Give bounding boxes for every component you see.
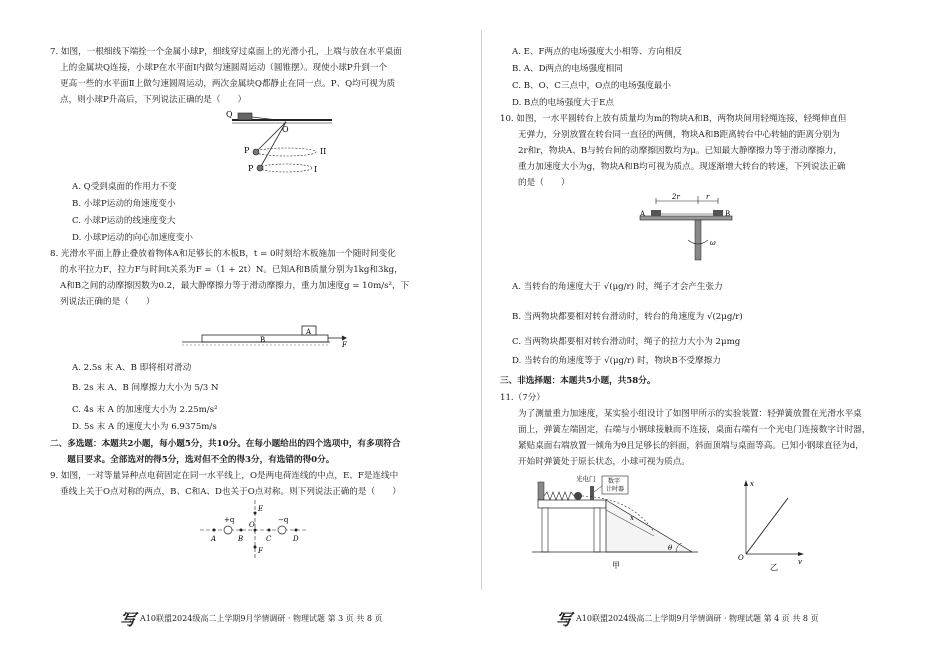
q11-line-4: 开始时弹簧处于原长状态，小球可视为质点。 (518, 457, 690, 467)
label-plus-q: +q (224, 516, 235, 524)
label-axis-v: v (798, 558, 802, 566)
label-e: E (258, 505, 264, 513)
ball-p-lower (257, 165, 263, 171)
label-d: D (293, 535, 299, 543)
q8-line-4: 列说法正确的是（ ） (60, 297, 155, 307)
label-jia: 甲 (612, 561, 620, 570)
section-3-title: 三、非选择题：本题共5小题，共58分。 (500, 376, 656, 386)
q9-figure (200, 500, 310, 564)
label-o: O (282, 125, 289, 134)
label-timer-2: 计时器 (606, 486, 625, 493)
q11-figure-jia (532, 470, 702, 572)
label-photogate: 光电门 (576, 475, 596, 483)
q7-option-c: C. 小球P运动的线速度变大 (72, 216, 176, 226)
q7-option-d: D. 小球P运动的向心加速度变小 (72, 233, 193, 243)
q10-option-c: C. 当两物块都要相对转台滑动时，绳子的拉力大小为 2μmg (512, 337, 741, 347)
photogate (590, 486, 594, 500)
label-a: A (211, 535, 217, 543)
label-axis-o: O (738, 554, 744, 562)
label-a: A (640, 210, 646, 218)
ball-p-upper (253, 149, 259, 155)
q7-option-a: A. Q受到桌面的作用力不变 (72, 182, 177, 192)
q11-title: 11.（7分） (500, 393, 545, 403)
label-p-upper: P (244, 146, 250, 155)
label-r: r (706, 193, 710, 201)
label-plane-2: II (320, 147, 327, 156)
label-2r: 2r (672, 193, 680, 201)
q8-option-c: C. 4s 末 A 的加速度大小为 2.25m/s² (72, 405, 218, 415)
section-2-line-1: 二、多选题：本题共2小题，每小题5分，共10分。在每小题给出的四个选项中，有多项符合 (50, 439, 401, 449)
turntable (640, 216, 732, 220)
q10-line-5: 的是（ ） (518, 178, 570, 188)
label-q: Q (226, 110, 233, 119)
negative-charge (278, 526, 286, 534)
label-x: x (630, 514, 634, 522)
q10-line-3: 2r和r，物块A、B与转台间的动摩擦因数均为μ。已知最大静摩擦力等于滑动摩擦力， (518, 146, 842, 156)
q8-figure (180, 320, 350, 352)
q8-option-b: B. 2s 末 A、B 间摩擦力大小为 5/3 N (72, 383, 219, 393)
label-f: F (258, 547, 263, 555)
q8-line-1: 8. 光滑水平面上静止叠放着物体A和足够长的木板B，t = 0时刻给木板施加一个随时间变化 (50, 249, 396, 259)
steel-ball (574, 492, 582, 500)
footer-page-3 (120, 607, 383, 630)
label-b: B (260, 336, 266, 344)
q7-figure (220, 108, 340, 182)
label-p-lower: P (248, 164, 254, 173)
q9-line-1: 9. 如图，一对等量异种点电荷固定在同一水平线上，O是两电荷连线的中点，E、F是连线中 (50, 471, 399, 481)
page-divider (481, 30, 482, 590)
label-axis-x: x (750, 480, 754, 488)
q8-option-d: D. 5s 末 A 的速度大小为 6.9375m/s (72, 422, 217, 432)
block-a (651, 210, 661, 216)
q7-line-2: 上的金属块Q连接，小球P在水平面Ⅰ内做匀速圆周运动（圆锥摆）。现使小球P升到一个 (60, 63, 388, 73)
q7-line-3: 更高一些的水平面Ⅱ上做匀速圆周运动，两次金属块Q都静止在同一点。P、Q均可视为质 (60, 79, 396, 89)
q10-line-4: 重力加速度大小为g，物块A和B均可视为质点。现逐渐增大转台的转速，下列说法正确 (518, 162, 846, 172)
q8-line-3: A和B之间的动摩擦因数为0.2，最大静摩擦力等于滑动摩擦力，重力加速度g = 10m/s²，下 (60, 281, 410, 291)
q10-option-b: B. 当两物块都要相对转台滑动时，转台的角速度为 √(2μg/r) (512, 312, 743, 322)
q7-line-1: 7. 如图，一根细线下端拴一个金属小球P，细线穿过桌面上的光滑小孔，上端与放在水平桌面 (50, 47, 402, 57)
footer-page-4 (556, 607, 819, 630)
q9-option-b: B. A、D两点的电场强度相同 (512, 64, 623, 74)
q9-option-c: C. B、O、C三点中，O点的电场强度最小 (512, 81, 672, 91)
q11-line-3: 紧贴桌面右端放置一倾角为θ且足够长的斜面，斜面顶端与桌面等高。已知小钢球直径为d， (518, 441, 864, 451)
q7-option-b: B. 小球P运动的角速度变小 (72, 199, 176, 209)
spring (544, 492, 574, 500)
footer-text: A10联盟2024级高二上学期9月学情调研 · 物理试题 第 3 页 共 8 页 (140, 614, 383, 623)
label-plane-1: I (314, 165, 318, 174)
graph-line (746, 498, 788, 554)
q7-line-4: 点，则小球P升高后，下列说法正确的是（ ） (60, 95, 247, 105)
q10-line-1: 10. 如图，一水平圆转台上放有质量均为m的物块A和B，两物块间用轻绳连接，轻绳伸直但 (500, 114, 847, 124)
footer-text: A10联盟2024级高二上学期9月学情调研 · 物理试题 第 4 页 共 8 页 (576, 614, 819, 623)
label-theta: θ (668, 544, 673, 552)
q10-option-d: D. 当转台的角速度等于 √(μg/r) 时，物块B不受摩擦力 (512, 356, 721, 366)
q10-line-2: 无弹力，分别放置在转台同一直径的两侧，物块A和B距离转台中心转轴的距离分别为 (518, 130, 840, 140)
rotation-shaft (695, 220, 701, 260)
q10-figure (636, 190, 736, 270)
q8-line-2: 的水平拉力F，拉力F与时间t关系为F =（1 + 2t）N。已知A和B质量分别为1kg和3kg， (60, 265, 403, 275)
brand-logo: 写 (556, 610, 573, 629)
label-o: O (249, 521, 255, 529)
label-f: F (342, 341, 347, 349)
label-b: B (725, 210, 731, 218)
label-c: C (266, 535, 272, 543)
q11-figure-yi (736, 476, 812, 572)
q11-line-1: 为了测量重力加速度，某实验小组设计了如图甲所示的实验装置：轻弹簧放置在光滑水平桌 (518, 409, 862, 419)
label-omega: ω (710, 239, 716, 247)
label-a: A (306, 328, 312, 336)
brand-logo: 写 (120, 610, 137, 629)
label-b: B (238, 535, 244, 543)
page-4 (486, 0, 950, 646)
table-top (538, 500, 606, 508)
block-b (713, 210, 723, 216)
positive-charge (224, 526, 232, 534)
q9-option-d: D. B点的电场强度大于E点 (512, 98, 614, 108)
q10-option-a: A. 当转台的角速度大于 √(μg/r) 时，绳子才会产生张力 (512, 282, 723, 292)
label-timer-1: 数字 (608, 478, 621, 485)
q8-option-a: A. 2.5s 末 A、B 即将相对滑动 (72, 363, 192, 373)
q11-line-2: 面上，弹簧左端固定，右端与小钢球接触而不连接，桌面右端有一个光电门连接数字计时器， (518, 425, 871, 435)
q9-line-2: 垂线上关于O点对称的两点，B、C和A、D也关于O点对称。则下列说法正确的是（ ） (60, 487, 401, 497)
label-minus-q: −q (278, 516, 289, 524)
q9-option-a: A. E、F两点的电场强度大小相等、方向相反 (512, 47, 683, 57)
label-yi: 乙 (770, 563, 778, 572)
section-2-line-2: 题目要求。全部选对的得5分，选对但不全的得3分，有选错的得0分。 (50, 455, 335, 465)
